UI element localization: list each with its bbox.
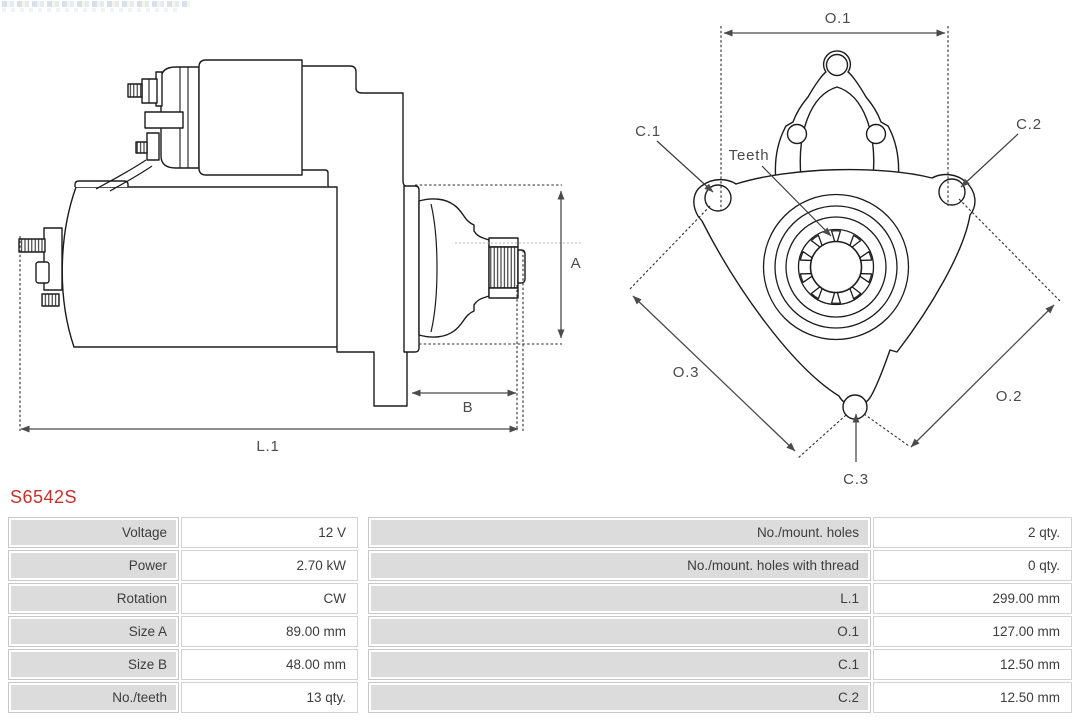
spec-label: O.1 xyxy=(368,616,871,647)
side-view xyxy=(19,60,525,406)
spec-label: C.2 xyxy=(368,682,871,713)
gear-icon xyxy=(799,230,874,305)
front-stud-thread xyxy=(19,239,45,252)
label-o1: O.1 xyxy=(824,10,852,27)
pinion-splines xyxy=(489,247,518,288)
spec-label: Size B xyxy=(8,649,179,680)
motor-body xyxy=(62,187,337,347)
terminal-nut-lower xyxy=(147,133,159,160)
spec-label: No./teeth xyxy=(8,682,179,713)
spec-label: Rotation xyxy=(8,583,179,614)
bracket-shoulder xyxy=(302,170,328,187)
spec-value: 127.00 mm xyxy=(873,616,1072,647)
label-c3: C.3 xyxy=(843,471,869,488)
spec-value: 89.00 mm xyxy=(181,616,358,647)
label-o2: O.2 xyxy=(995,388,1023,405)
spec-value: 48.00 mm xyxy=(181,649,358,680)
lower-stud-thread xyxy=(42,294,59,306)
table-spacer xyxy=(360,616,366,647)
dimension-o2-line xyxy=(911,305,1054,447)
spec-label: L.1 xyxy=(368,583,871,614)
nose-cone xyxy=(419,199,489,337)
terminal-bar xyxy=(145,112,183,128)
spec-label: Size A xyxy=(8,616,179,647)
spec-value: 2.70 kW xyxy=(181,550,358,581)
gear-bore xyxy=(811,242,862,293)
spec-label: No./mount. holes with thread xyxy=(368,550,871,581)
mount-flange-band xyxy=(404,186,419,352)
spec-value: 299.00 mm xyxy=(873,583,1072,614)
spec-value: CW xyxy=(181,583,358,614)
leader-c2 xyxy=(961,134,1018,187)
spec-value: 12 V xyxy=(181,517,358,548)
label-a: A xyxy=(570,255,582,272)
pinion-shaft-nub xyxy=(518,250,525,283)
spec-value: 13 qty. xyxy=(181,682,358,713)
spec-value: 2 qty. xyxy=(873,517,1072,548)
spec-value: 12.50 mm xyxy=(873,682,1072,713)
label-l1: L.1 xyxy=(256,438,280,455)
table-spacer xyxy=(360,583,366,614)
table-spacer xyxy=(360,649,366,680)
front-view xyxy=(694,51,975,419)
pinion-bottom-band xyxy=(489,288,518,298)
label-c2: C.2 xyxy=(1016,116,1042,133)
label-b: B xyxy=(462,399,474,416)
spec-label: No./mount. holes xyxy=(368,517,871,548)
part-number: S6542S xyxy=(10,487,78,507)
label-o3: O.3 xyxy=(672,364,700,381)
table-spacer xyxy=(360,682,366,713)
spec-label: Voltage xyxy=(8,517,179,548)
mount-hole-c2 xyxy=(939,179,965,205)
bracket-leg xyxy=(337,347,407,406)
label-c1: C.1 xyxy=(635,123,661,140)
terminal-stud-lower xyxy=(136,142,147,153)
table-spacer xyxy=(360,550,366,581)
spec-value: 12.50 mm xyxy=(873,649,1072,680)
dome-left-hole xyxy=(788,125,807,144)
label-teeth: Teeth xyxy=(728,147,770,164)
dome-top-hole xyxy=(827,55,848,76)
terminal-stud-top xyxy=(128,84,142,97)
front-small-block xyxy=(36,262,49,283)
leader-c1 xyxy=(657,141,713,192)
mount-hole-c3 xyxy=(843,395,867,419)
dome-right-hole xyxy=(867,125,886,144)
specifications-table xyxy=(8,517,1072,713)
spec-label: C.1 xyxy=(368,649,871,680)
bracket-top xyxy=(302,66,406,186)
spec-label: Power xyxy=(8,550,179,581)
spec-value: 0 qty. xyxy=(873,550,1072,581)
solenoid-body xyxy=(199,60,302,175)
table-spacer xyxy=(360,517,366,548)
